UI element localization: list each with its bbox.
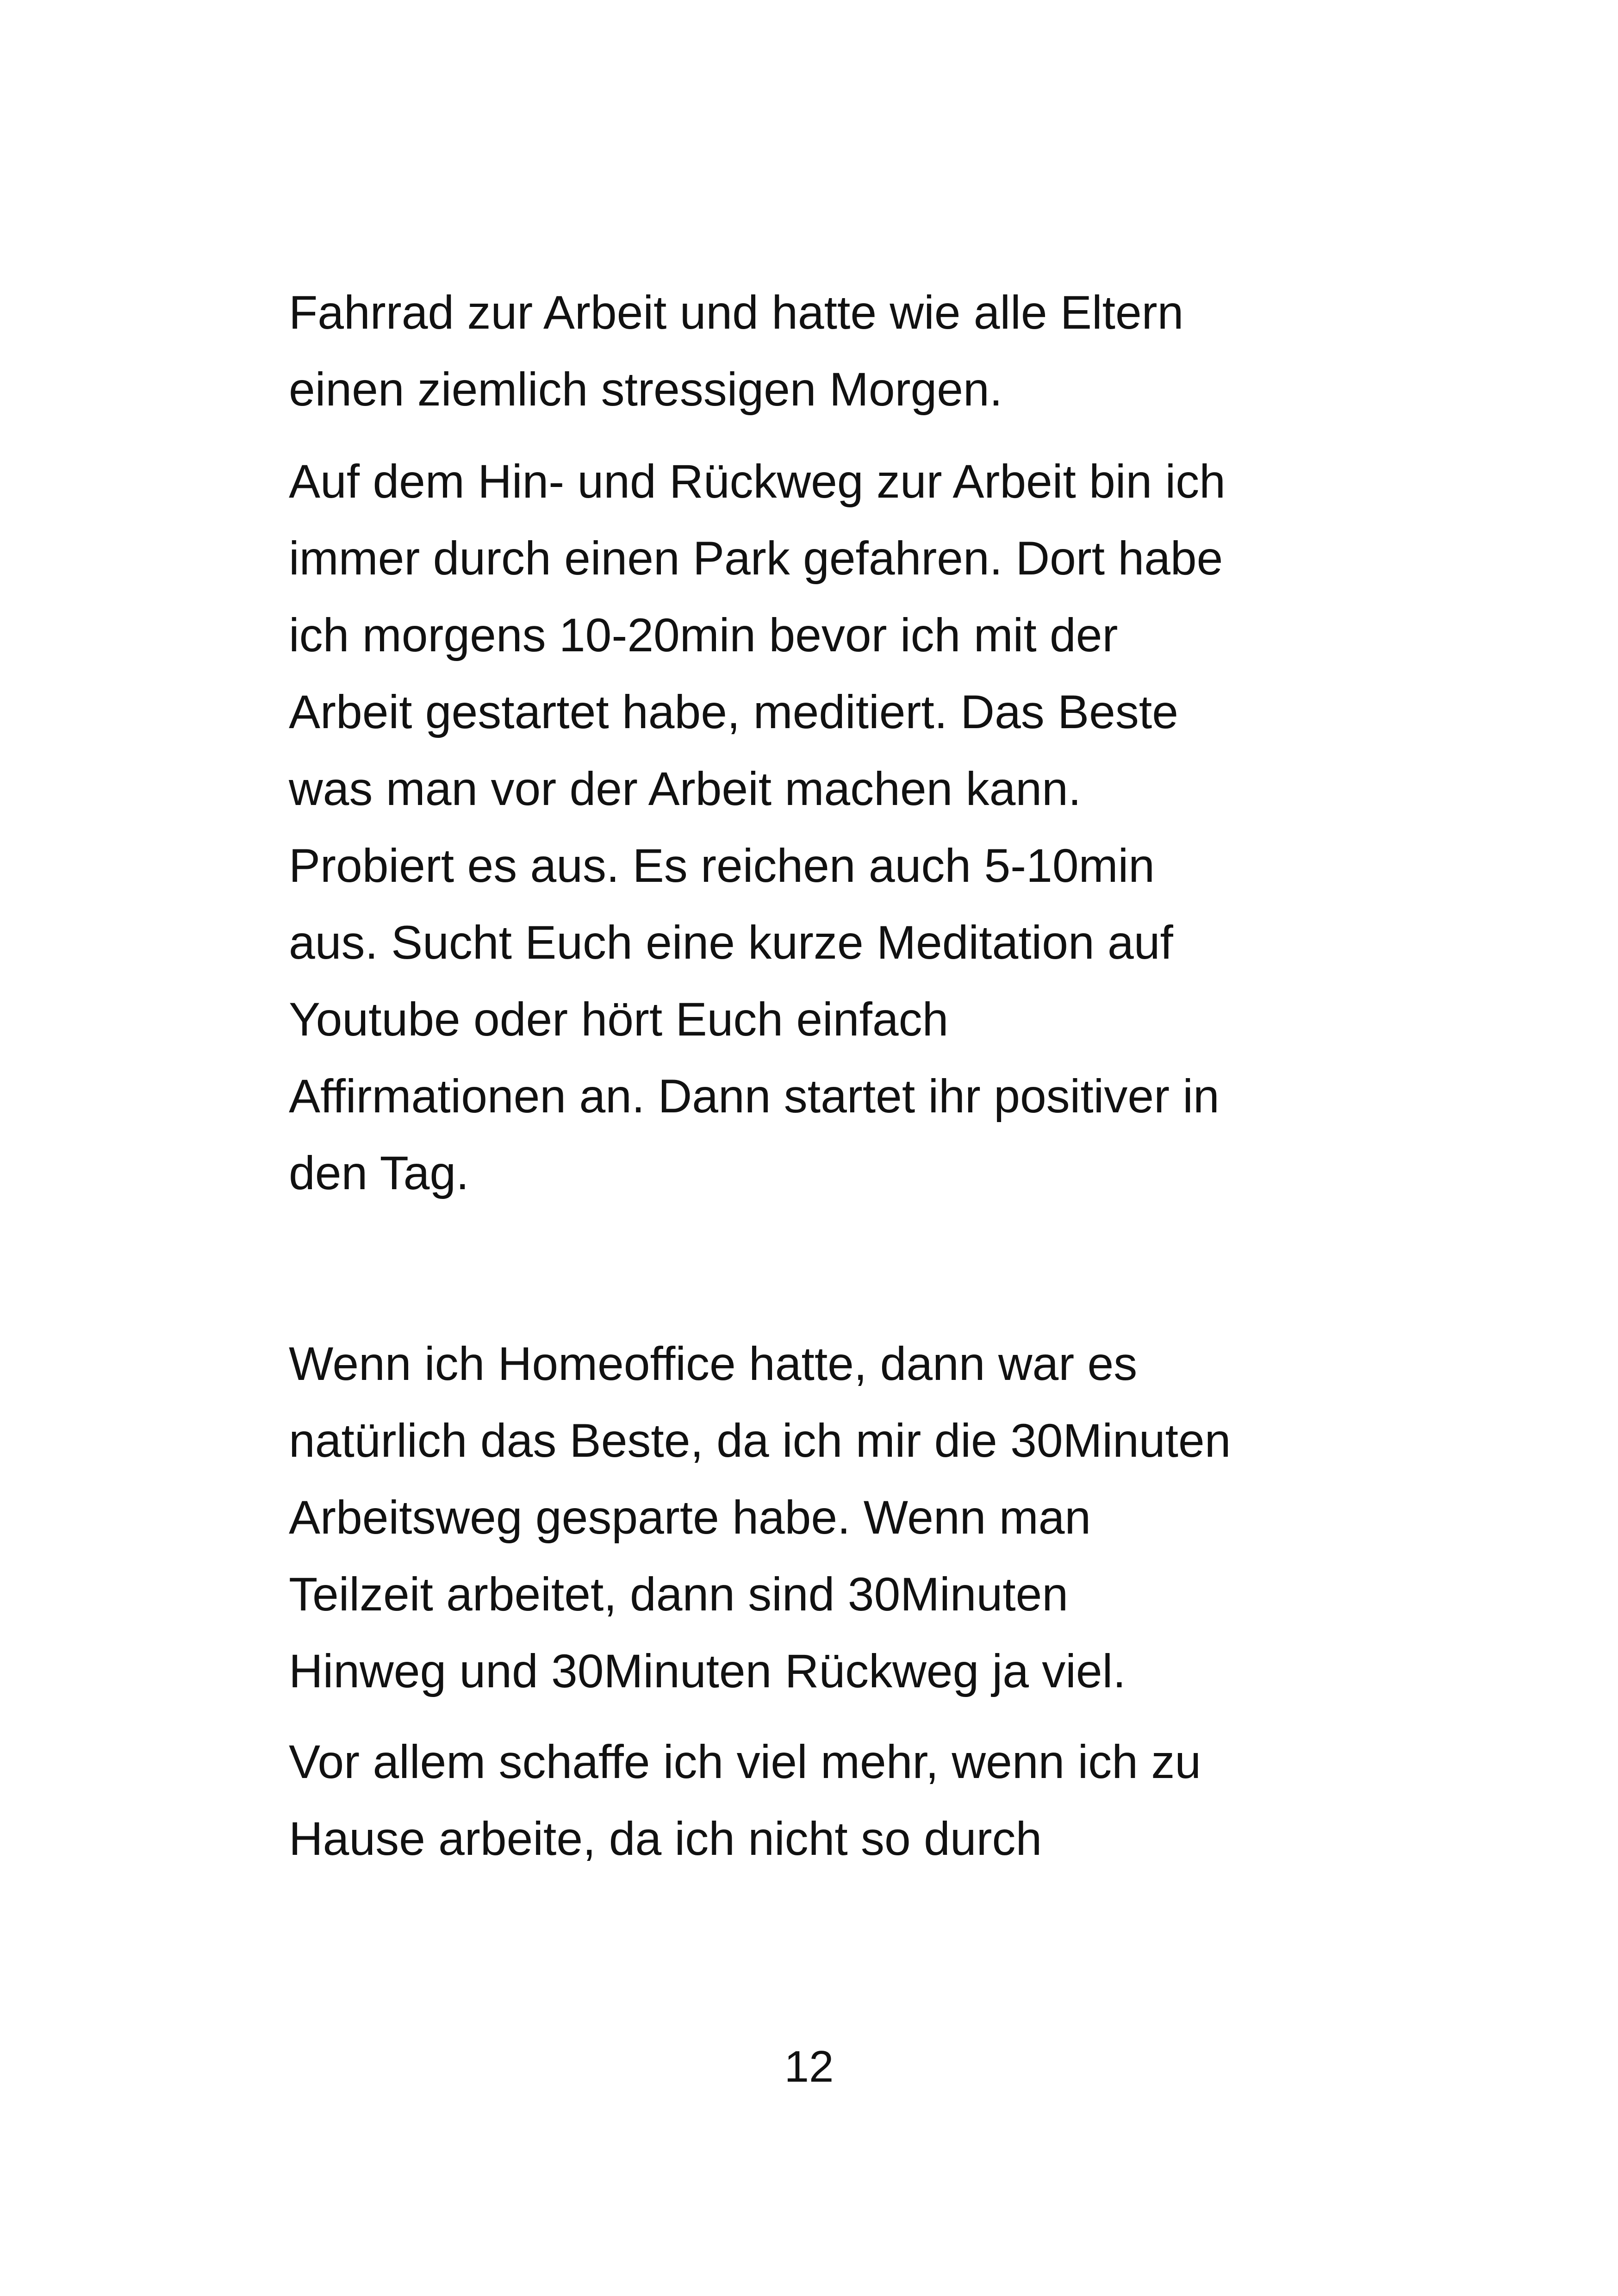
text-line: Youtube oder hört Euch einfach bbox=[289, 993, 949, 1046]
text-line: den Tag. bbox=[289, 1147, 469, 1199]
text-line: Hinweg und 30Minuten Rückweg ja viel. bbox=[289, 1645, 1126, 1697]
paragraph-1 bbox=[289, 274, 1353, 428]
text-line: Arbeitsweg gesparte habe. Wenn man bbox=[289, 1491, 1091, 1544]
text-line: Probiert es aus. Es reichen auch 5-10min bbox=[289, 839, 1155, 892]
text-line: Affirmationen an. Dann startet ihr positiver in bbox=[289, 1070, 1220, 1123]
text-line: natürlich das Beste, da ich mir die 30Minuten bbox=[289, 1414, 1231, 1467]
text-line: immer durch einen Park gefahren. Dort habe bbox=[289, 532, 1223, 585]
text-line: aus. Sucht Euch eine kurze Meditation auf bbox=[289, 916, 1173, 969]
text-line: Wenn ich Homeoffice hatte, dann war es bbox=[289, 1337, 1138, 1390]
text-line: Fahrrad zur Arbeit und hatte wie alle Eltern bbox=[289, 286, 1184, 339]
text-line: was man vor der Arbeit machen kann. bbox=[289, 762, 1082, 815]
text-line: Auf dem Hin- und Rückweg zur Arbeit bin ich bbox=[289, 455, 1226, 508]
paragraph-2 bbox=[289, 443, 1353, 1211]
text-line: einen ziemlich stressigen Morgen. bbox=[289, 363, 1003, 416]
text-line: ich morgens 10-20min bevor ich mit der bbox=[289, 609, 1118, 661]
page-number: 12 bbox=[784, 2042, 834, 2091]
text-line: Hause arbeite, da ich nicht so durch bbox=[289, 1812, 1042, 1865]
paragraph-4 bbox=[289, 1723, 1353, 1877]
paragraph-3 bbox=[289, 1325, 1353, 1710]
text-line: Arbeit gestartet habe, meditiert. Das Beste bbox=[289, 686, 1178, 738]
text-line: Vor allem schaffe ich viel mehr, wenn ich zu bbox=[289, 1735, 1201, 1788]
text-line: Teilzeit arbeitet, dann sind 30Minuten bbox=[289, 1568, 1069, 1621]
